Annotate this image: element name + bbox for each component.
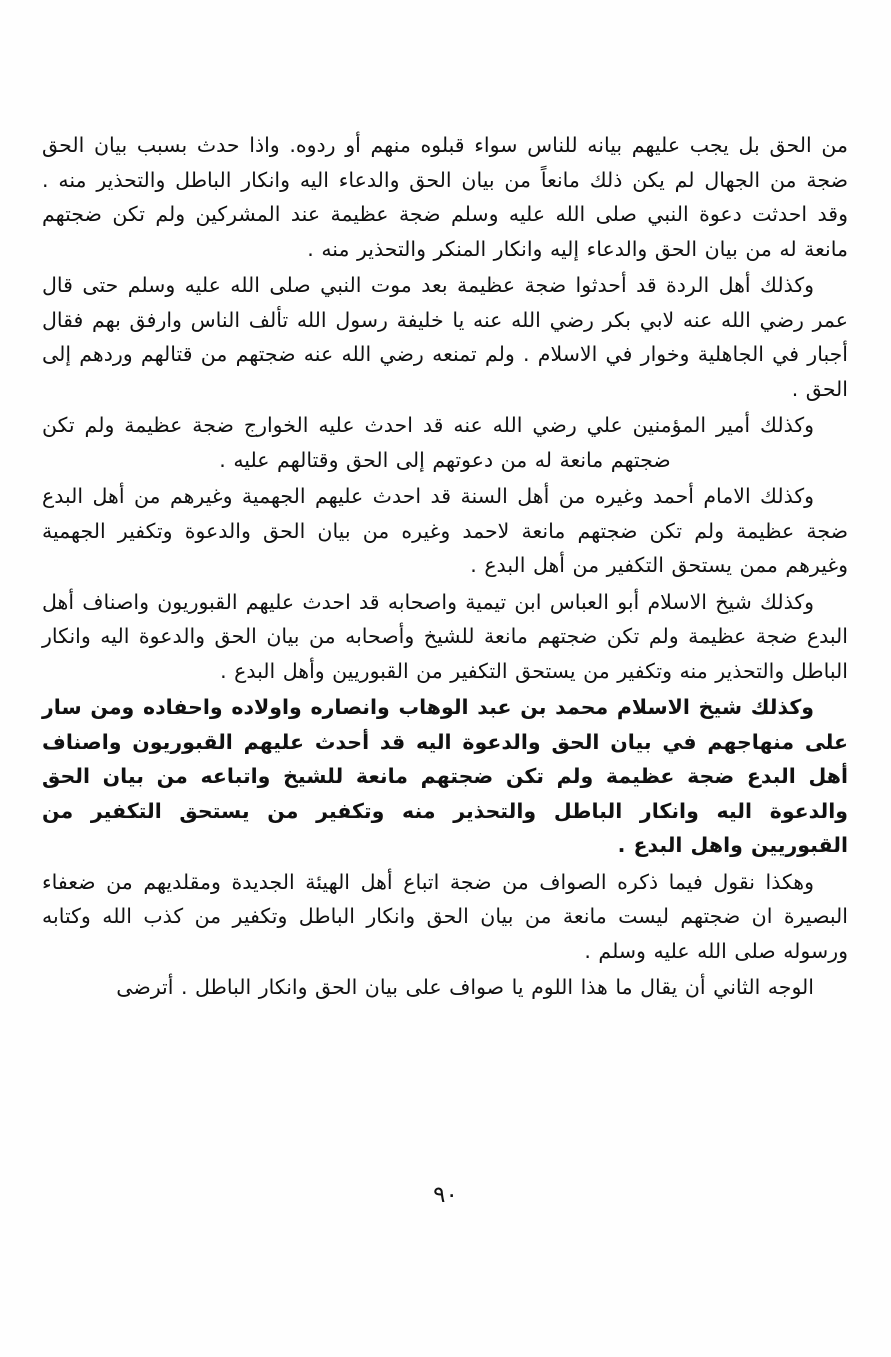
- paragraph-6: وكذلك شيخ الاسلام محمد بن عبد الوهاب وانصاره واولاده واحفاده ومن سار على منهاجهم في بيان الحق والدعوة اليه قد أحدث عليهم القبوريون واصناف أهل البدع ضجة عظيمة ولم تكن ضجتهم مانعة للشيخ واتباعه من بيان الحق والدعوة اليه وانكار الباطل والتحذير منه وتكفير من يستحق التكفير من القبوريين واهل البدع .: [42, 695, 848, 857]
- page-number: ٩٠: [433, 1182, 458, 1208]
- paragraph-5: وكذلك شيخ الاسلام أبو العباس ابن تيمية واصحابه قد احدث عليهم القبوريون واصناف أهل البدع ضجة عظيمة ولم تكن ضجتهم مانعة للشيخ وأصحابه من بيان الحق والدعوة اليه وانكار الباطل والتحذير منه وتكفير من يستحق التكفير من القبوريين وأهل البدع .: [42, 589, 848, 683]
- paragraph-8: الوجه الثاني أن يقال ما هذا اللوم يا صواف على بيان الحق وانكار الباطل . أترضى: [116, 975, 814, 999]
- paragraph-1: من الحق بل يجب عليهم بيانه للناس سواء قبلوه منهم أو ردوه. واذا حدث بسبب بيان الحق ضجة من الجهال لم يكن ذلك مانعاً من بيان الحق والدعاء اليه وانكار الباطل والتحذير منه . وقد احدثت دعوة النبي صلى الله عليه وسلم ضجة عظيمة عند المشركين ولم تكن ضجتهم مانعة له من بيان الحق والدعاء إليه وانكار المنكر والتحذير منه .: [42, 133, 848, 261]
- paragraph-4: وكذلك الامام أحمد وغيره من أهل السنة قد احدث عليهم الجهمية وغيرهم من أهل البدع ضجة عظيمة ولم تكن ضجتهم مانعة لاحمد وغيره من بيان الحق والدعوة وتكفير الجهمية وغيرهم ممن يستحق التكفير من أهل البدع .: [42, 484, 848, 577]
- paragraph-2: وكذلك أهل الردة قد أحدثوا ضجة عظيمة بعد موت النبي صلى الله عليه وسلم حتى قال عمر رضي الله عنه لابي بكر رضي الله عنه يا خليفة رسول الله تألف الناس وارفق بهم فقال أجبار في الجاهلية وخوار في الاسلام . ولم تمنعه رضي الله عنه ضجتهم من قتالهم وردهم إلى الحق .: [42, 273, 848, 401]
- paragraph-3: وكذلك أمير المؤمنين علي رضي الله عنه قد احدث عليه الخوارج ضجة عظيمة ولم تكن ضجتهم مانعة له من دعوتهم إلى الحق وقتالهم عليه .: [42, 413, 814, 472]
- paragraph-7: وهكذا نقول فيما ذكره الصواف من ضجة اتباع أهل الهيئة الجديدة ومقلديهم من ضعفاء البصيرة ان ضجتهم ليست مانعة من بيان الحق وانكار الباطل وتكفير من كذب الله وكتابه ورسوله صلى الله عليه وسلم .: [42, 869, 848, 963]
- body-text: [42, 128, 848, 1007]
